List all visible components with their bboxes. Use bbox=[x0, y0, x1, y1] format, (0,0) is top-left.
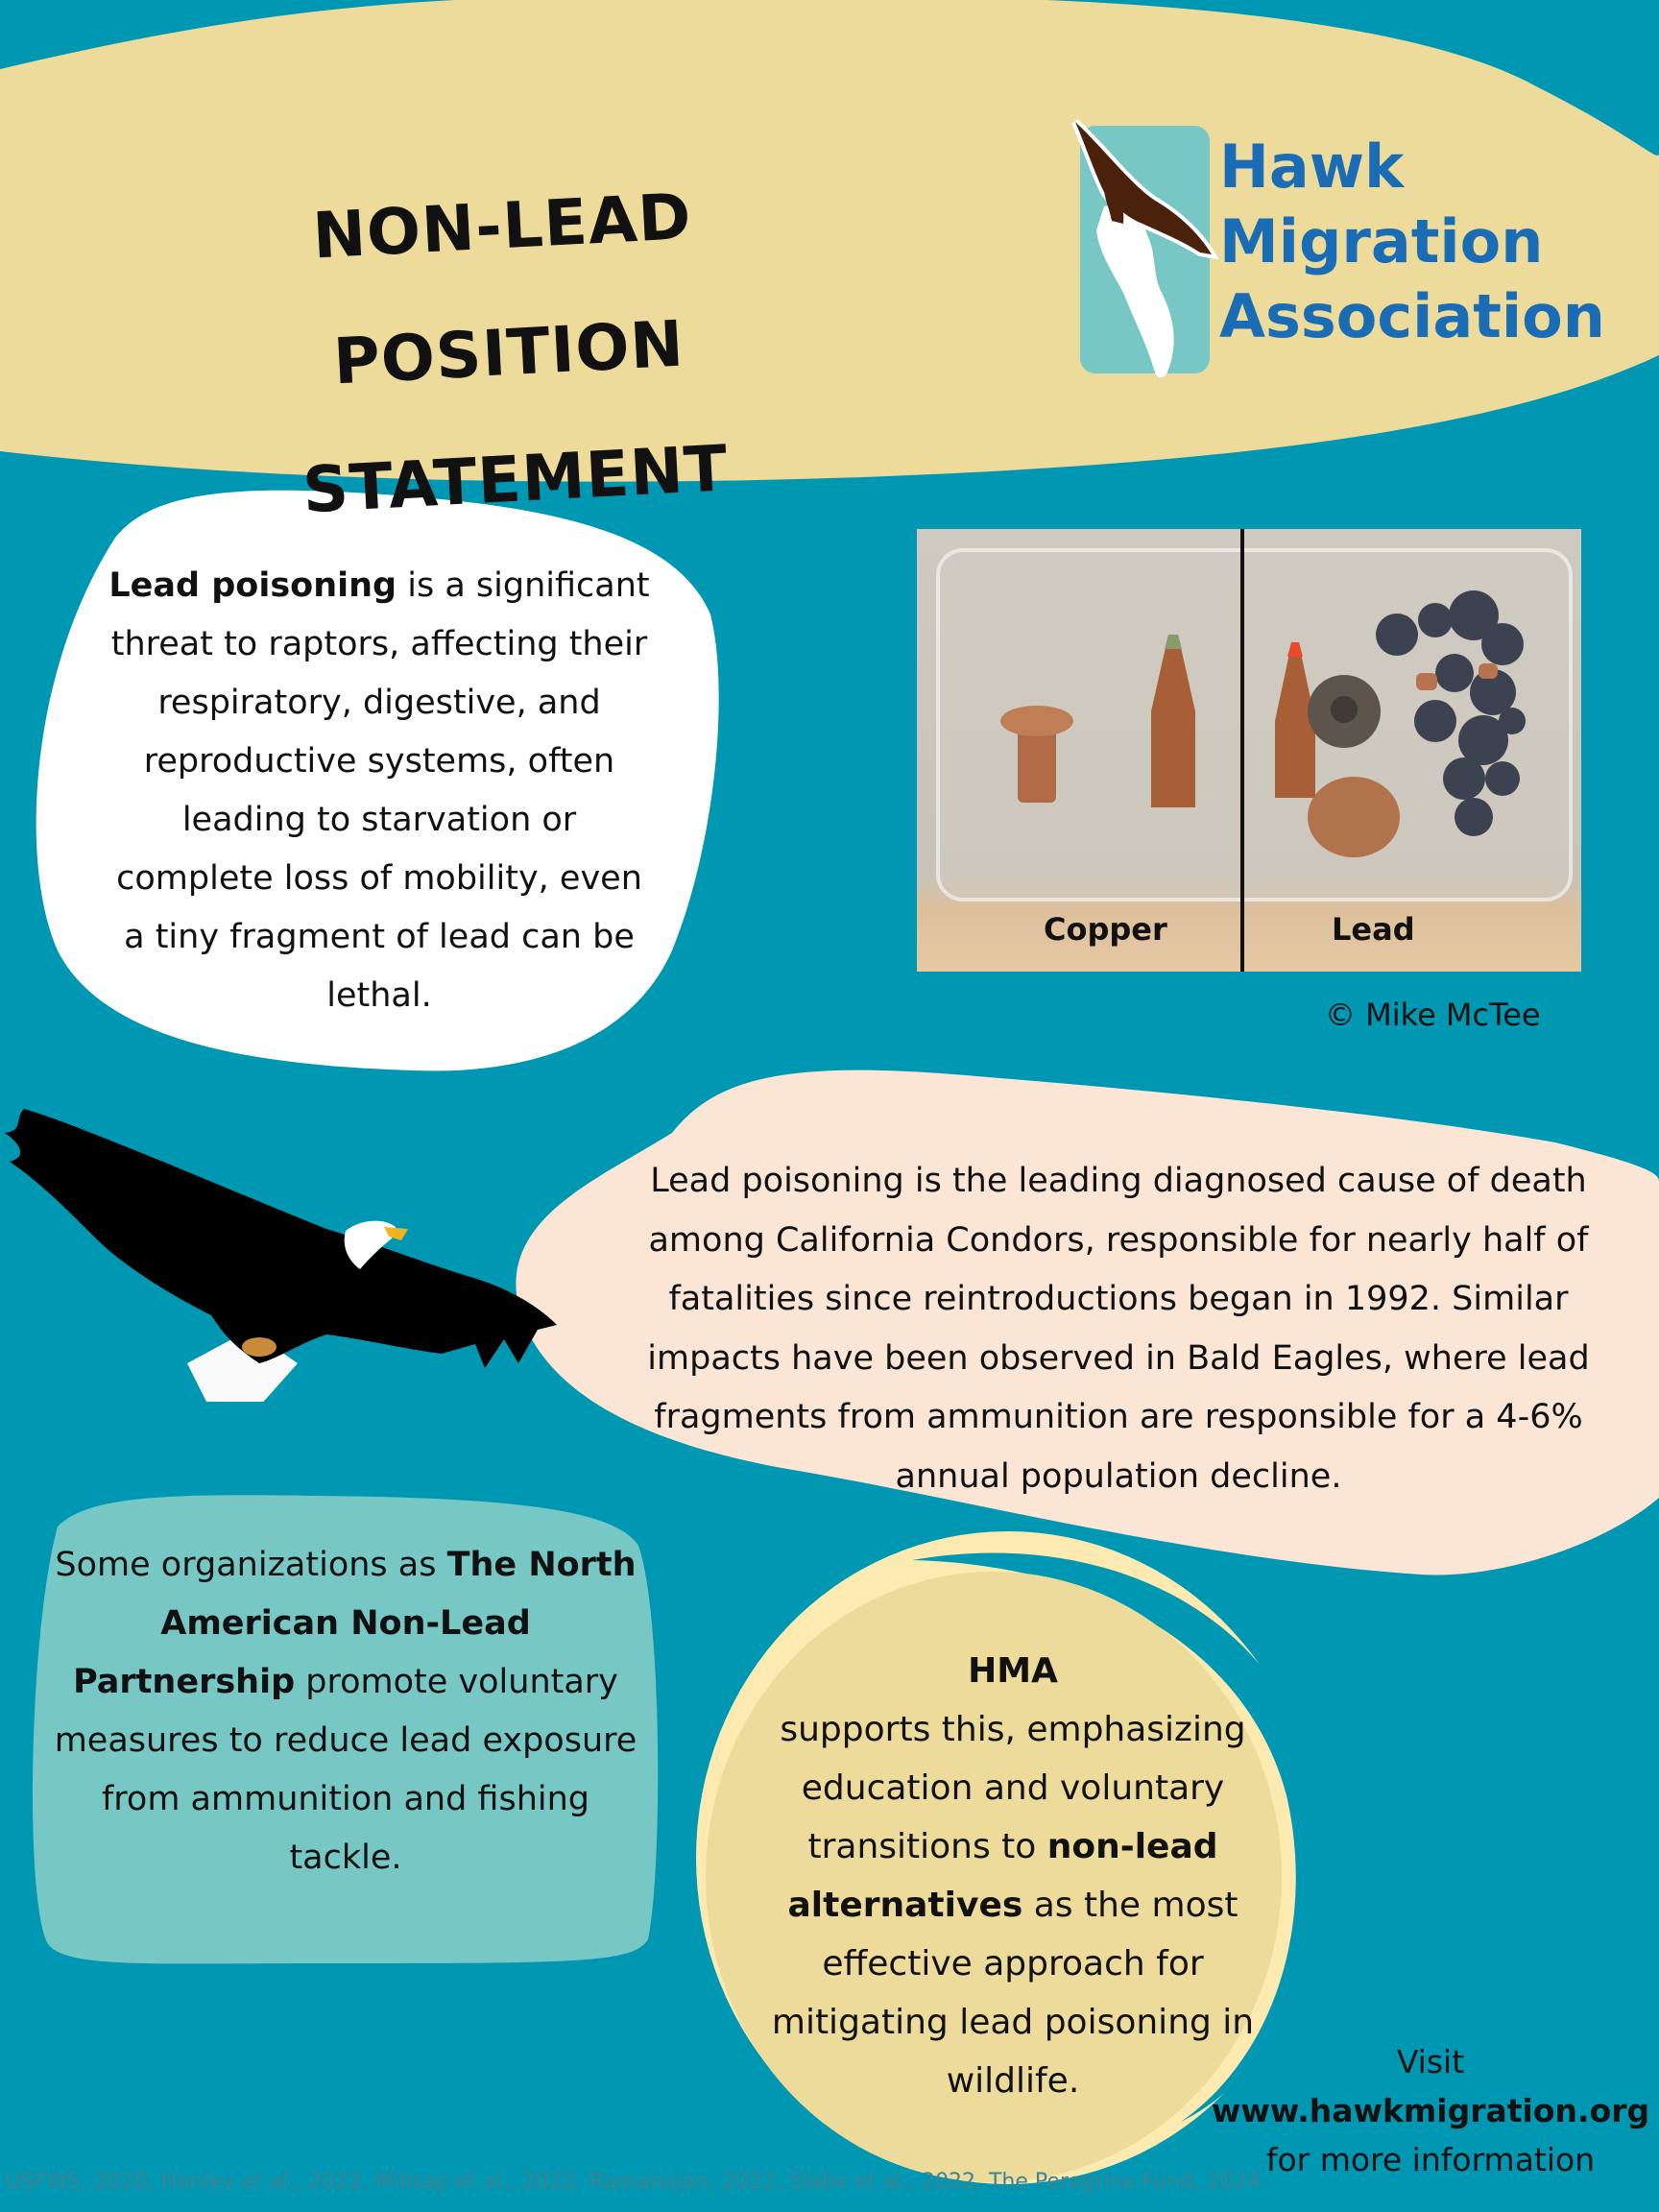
eagle-talons bbox=[242, 1337, 276, 1357]
logo-line-1: Hawk bbox=[1219, 132, 1405, 202]
visit-label: Visit bbox=[1396, 2043, 1465, 2080]
intro-paragraph bbox=[106, 557, 653, 1025]
hma-pre: supports this, emphasizing education and voluntary transitions to bbox=[780, 1710, 1246, 1866]
intro-bold: Lead poisoning bbox=[108, 566, 397, 605]
lead-label: Lead bbox=[1332, 911, 1415, 948]
lead-bullet-core bbox=[1331, 696, 1358, 723]
bullets-illustration bbox=[917, 529, 1581, 972]
title-line-2: STATEMENT bbox=[301, 431, 731, 528]
intact-copper-bullet bbox=[1151, 635, 1195, 807]
lead-jacket-fragment bbox=[1308, 777, 1400, 857]
intro-text: is a significant threat to raptors, affecting their respiratory, digestive, and reproductive systems, often leading to starvation or complete loss of mobility, even a tiny fragment of lead can be lethal. bbox=[110, 566, 650, 1015]
condor-paragraph: Lead poisoning is the leading diagnosed cause of death among California Condors, responsible for nearly half of fatalities since reintroductions began in 1992. Similar impacts have been observed in Bald Eagles, where lead fragments from ammunition are responsible for a 4-6% annual population decline. bbox=[647, 1162, 1590, 1496]
hma-post: as the most effective approach for mitigating lead poisoning in wildlife. bbox=[771, 1886, 1255, 2101]
page-title bbox=[134, 144, 883, 562]
logo-line-3: Association bbox=[1219, 281, 1605, 351]
green-tip bbox=[1165, 635, 1182, 649]
lead-fragments bbox=[1376, 590, 1526, 836]
hma-heading: HMA bbox=[968, 1651, 1058, 1691]
partnership-post: promote voluntary measures to reduce lead exposure from ammunition and fishing tackle. bbox=[54, 1663, 637, 1877]
visit-block bbox=[1210, 2037, 1651, 2184]
bullet-comparison-photo bbox=[917, 529, 1581, 972]
partnership-paragraph bbox=[53, 1536, 638, 1887]
copper-bullet-petals bbox=[1000, 706, 1073, 736]
logo-wordmark bbox=[1219, 130, 1605, 354]
photo-credit: © Mike McTee bbox=[1325, 997, 1541, 1033]
copper-fragment-1 bbox=[1416, 673, 1437, 690]
bald-eagle-icon bbox=[0, 1075, 576, 1402]
partnership-name: The North American Non-Lead Partnership bbox=[73, 1546, 637, 1701]
copper-label: Copper bbox=[1044, 911, 1167, 948]
eagle-body bbox=[5, 1109, 557, 1368]
website-link[interactable]: www.hawkmigration.org bbox=[1211, 2092, 1650, 2129]
partnership-pre: Some organizations as bbox=[55, 1546, 447, 1584]
photo-divider bbox=[1240, 529, 1244, 972]
logo-line-2: Migration bbox=[1219, 206, 1544, 276]
title-line-1: NON-LEAD POSITION bbox=[310, 179, 694, 399]
visit-more-info: for more information bbox=[1265, 2141, 1596, 2178]
red-tip bbox=[1287, 642, 1303, 657]
hawk-over-americas-icon bbox=[1066, 110, 1229, 389]
hma-paragraph bbox=[739, 1642, 1286, 2110]
hma-bold: non-lead alternatives bbox=[787, 1827, 1218, 1925]
copper-fragment-2 bbox=[1479, 663, 1498, 679]
references: USFWS, 2020, Hanley et al., 2022, Millsap et al., 2022, Ramanujan, 2022, Slabe et al., 2022, The Peregrine Fund, 2024. bbox=[5, 2170, 1267, 2194]
